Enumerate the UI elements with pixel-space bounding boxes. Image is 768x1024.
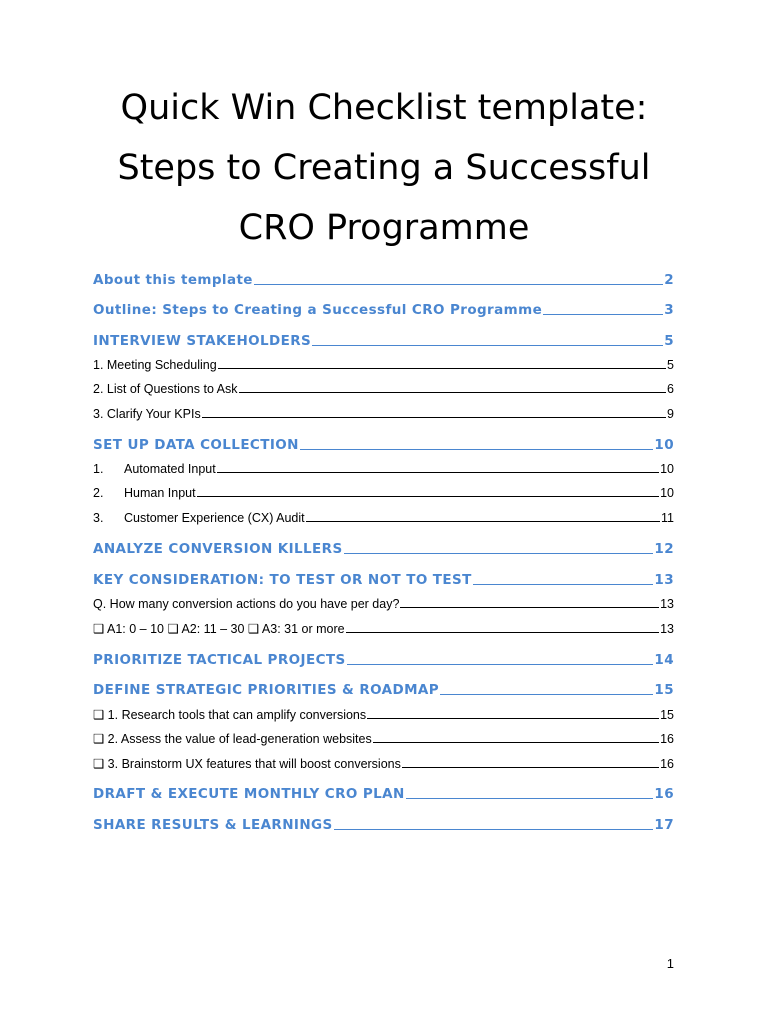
toc-heading-entry[interactable]: [93, 437, 674, 453]
toc-entry-text: DRAFT & EXECUTE MONTHLY CRO PLAN: [93, 786, 405, 802]
toc-entry-text: Human Input: [124, 486, 196, 500]
toc-entry-text: ❑ 3. Brainstorm UX features that will boost conversions: [93, 757, 401, 771]
toc-entry-text: Outline: Steps to Creating a Successful CRO Programme: [93, 302, 543, 318]
toc-leader-line: [202, 416, 666, 418]
toc-heading-entry[interactable]: [93, 302, 674, 318]
toc-leader-line: [400, 606, 659, 608]
toc-subentry[interactable]: [93, 407, 674, 421]
toc-entry-text: ❑ A1: 0 – 10 ❑ A2: 11 – 30 ❑ A3: 31 or more: [93, 622, 345, 636]
toc-entry-text: DEFINE STRATEGIC PRIORITIES & ROADMAP: [93, 682, 440, 698]
toc-page-number: 14: [654, 652, 674, 668]
toc-page-number: 5: [664, 333, 674, 349]
toc-entry-text: ❑ 2. Assess the value of lead-generation websites: [93, 732, 372, 746]
toc-leader-line: [402, 766, 659, 768]
toc-entry-text: 1. Meeting Scheduling: [93, 358, 217, 372]
toc-heading-entry[interactable]: [93, 786, 674, 802]
toc-entry-text: 2. List of Questions to Ask: [93, 382, 238, 396]
toc-entry-text: Automated Input: [124, 462, 216, 476]
toc-entry-text: INTERVIEW STAKEHOLDERS: [93, 333, 312, 349]
toc-leader-line: [239, 391, 667, 393]
toc-entry-marker: 3.: [93, 511, 104, 525]
toc-entry-text: PRIORITIZE TACTICAL PROJECTS: [93, 652, 346, 668]
toc-heading-entry[interactable]: [93, 333, 674, 349]
toc-page-number: 12: [654, 541, 674, 557]
toc-heading-entry[interactable]: [93, 541, 674, 557]
toc-page-number: 5: [667, 358, 674, 372]
toc-page-number: 16: [660, 732, 674, 746]
toc-page-number: 13: [654, 572, 674, 588]
toc-leader-line: [473, 583, 654, 585]
toc-leader-line: [373, 741, 659, 743]
toc-subentry[interactable]: [93, 486, 674, 500]
toc-page-number: 16: [660, 757, 674, 771]
toc-page-number: 16: [654, 786, 674, 802]
toc-leader-line: [218, 367, 666, 369]
toc-entry-text: ❑ 1. Research tools that can amplify conversions: [93, 708, 367, 722]
toc-subentry[interactable]: [93, 597, 674, 611]
toc-subentry[interactable]: [93, 756, 674, 771]
toc-subentry[interactable]: [93, 621, 674, 636]
toc-heading-entry[interactable]: [93, 682, 674, 698]
toc-entry-text: Customer Experience (CX) Audit: [124, 511, 305, 525]
toc-leader-line: [312, 344, 663, 346]
toc-entry-text: ANALYZE CONVERSION KILLERS: [93, 541, 343, 557]
toc-entry-text: Q. How many conversion actions do you have per day?: [93, 597, 400, 611]
toc-subentry[interactable]: [93, 462, 674, 476]
toc-leader-line: [440, 693, 653, 695]
toc-heading-entry[interactable]: [93, 572, 674, 588]
page-number: 1: [666, 956, 674, 971]
toc-page-number: 13: [660, 622, 674, 636]
toc-entry-text: SET UP DATA COLLECTION: [93, 437, 299, 453]
toc-page-number: 13: [660, 597, 674, 611]
toc-page-number: 15: [660, 708, 674, 722]
toc-leader-line: [344, 552, 654, 554]
toc-page-number: 10: [660, 462, 674, 476]
table-of-contents: [93, 0, 674, 1024]
toc-subentry[interactable]: [93, 731, 674, 746]
toc-leader-line: [367, 717, 659, 719]
toc-page-number: 15: [654, 682, 674, 698]
toc-leader-line: [334, 828, 654, 830]
toc-subentry[interactable]: [93, 382, 674, 396]
toc-page-number: 11: [661, 511, 674, 525]
toc-leader-line: [197, 495, 660, 497]
toc-subentry[interactable]: [93, 358, 674, 372]
toc-page-number: 10: [654, 437, 674, 453]
toc-entry-text: SHARE RESULTS & LEARNINGS: [93, 817, 333, 833]
toc-leader-line: [347, 663, 654, 665]
toc-page-number: 6: [667, 382, 674, 396]
toc-leader-line: [406, 797, 654, 799]
toc-subentry[interactable]: [93, 707, 674, 722]
title-line-2: Steps to Creating a Successful: [117, 148, 651, 188]
toc-leader-line: [300, 448, 654, 450]
toc-leader-line: [217, 471, 659, 473]
toc-entry-marker: 1.: [93, 462, 104, 476]
toc-page-number: 9: [667, 407, 674, 421]
toc-leader-line: [306, 520, 660, 522]
toc-page-number: 10: [660, 486, 674, 500]
toc-leader-line: [543, 313, 663, 315]
toc-heading-entry[interactable]: [93, 817, 674, 833]
toc-entry-text: KEY CONSIDERATION: TO TEST OR NOT TO TEST: [93, 572, 472, 588]
title-line-3: CRO Programme: [238, 208, 530, 248]
toc-entry-text: About this template: [93, 272, 253, 288]
toc-heading-entry[interactable]: [93, 272, 674, 288]
toc-leader-line: [346, 631, 660, 633]
toc-page-number: 3: [664, 302, 674, 318]
toc-page-number: 17: [654, 817, 674, 833]
title-line-1: Quick Win Checklist template:: [120, 88, 648, 128]
toc-page-number: 2: [664, 272, 674, 288]
toc-entry-marker: 2.: [93, 486, 104, 500]
toc-leader-line: [254, 283, 663, 285]
toc-entry-text: 3. Clarify Your KPIs: [93, 407, 201, 421]
toc-subentry[interactable]: [93, 511, 674, 525]
toc-heading-entry[interactable]: [93, 652, 674, 668]
